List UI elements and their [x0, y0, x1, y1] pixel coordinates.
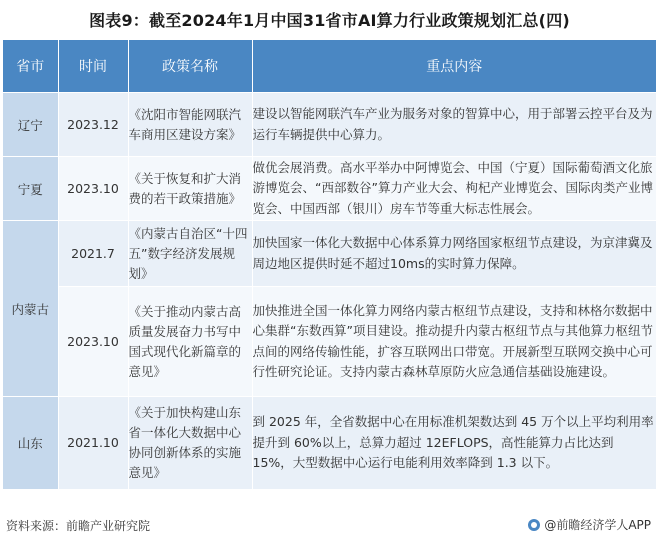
date-cell: 2023.10: [58, 287, 128, 397]
province-cell: 宁夏: [3, 157, 58, 221]
content-cell: 加快国家一体化大数据中心体系算力网络国家枢纽节点建设，为京津冀及周边地区提供时延不超过10ms的实时算力保障。: [252, 221, 656, 287]
content-cell: 做优会展消费。高水平举办中阿博览会、中国（宁夏）国际葡萄酒文化旅游博览会、“西部数谷”算力产业大会、枸杞产业博览会、国际肉类产业博览会、中国西部（银川）房车节等重大标志性展会。: [252, 157, 656, 221]
brand-credit: [528, 516, 651, 533]
table-row: [3, 157, 656, 221]
policy-name-cell: 《关于加快构建山东省一体化大数据中心协同创新体系的实施意见》: [128, 397, 252, 489]
policy-table: [3, 40, 656, 489]
province-cell: 山东: [3, 397, 58, 489]
province-cell: 辽宁: [3, 93, 58, 157]
header-key-content: 重点内容: [252, 40, 656, 93]
header-policy-name: 政策名称: [128, 40, 252, 93]
policy-name-cell: 《沈阳市智能网联汽车商用区建设方案》: [128, 93, 252, 157]
province-cell: 内蒙古: [3, 221, 58, 397]
policy-name-cell: 《关于恢复和扩大消费的若干政策措施》: [128, 157, 252, 221]
content-cell: 到 2025 年，全省数据中心在用标准机架数达到 45 万个以上平均利用率提升到 60%以上，总算力超过 12EFLOPS，高性能算力占比达到 15%，大型数据中心运行电能利用效率降到 1.3 以下。: [252, 397, 656, 489]
table-header-row: [3, 40, 656, 93]
brand-label: @前瞻经济学人APP: [544, 518, 651, 532]
table-row: [3, 221, 656, 287]
table-row: [3, 287, 656, 397]
qianzhan-logo-icon: [528, 519, 540, 531]
date-cell: 2023.12: [58, 93, 128, 157]
header-province: 省市: [3, 40, 58, 93]
date-cell: 2021.7: [58, 221, 128, 287]
date-cell: 2023.10: [58, 157, 128, 221]
date-cell: 2021.10: [58, 397, 128, 489]
policy-name-cell: 《内蒙古自治区“十四五”数字经济发展规划》: [128, 221, 252, 287]
table-row: [3, 93, 656, 157]
policy-name-cell: 《关于推动内蒙古高质量发展奋力书写中国式现代化新篇章的意见》: [128, 287, 252, 397]
source-note: 资料来源：前瞻产业研究院: [6, 519, 151, 533]
page-title: 图表9：截至2024年1月中国31省市AI算力行业政策规划汇总(四): [89, 11, 570, 30]
table-row: [3, 397, 656, 489]
header-date: 时间: [58, 40, 128, 93]
content-cell: 建设以智能网联汽车产业为服务对象的智算中心，用于部署云控平台及为运行车辆提供中心算力。: [252, 93, 656, 157]
content-cell: 加快推进全国一体化算力网络内蒙古枢纽节点建设，支持和林格尔数据中心集群“东数西算”项目建设。推动提升内蒙古枢纽节点与其他算力枢纽节点间的网络传输性能，扩容互联网出口带宽。开展新型互联网交换中心可行性研究论证。支持内蒙古森林草原防火应急通信基础设施建设。: [252, 287, 656, 397]
